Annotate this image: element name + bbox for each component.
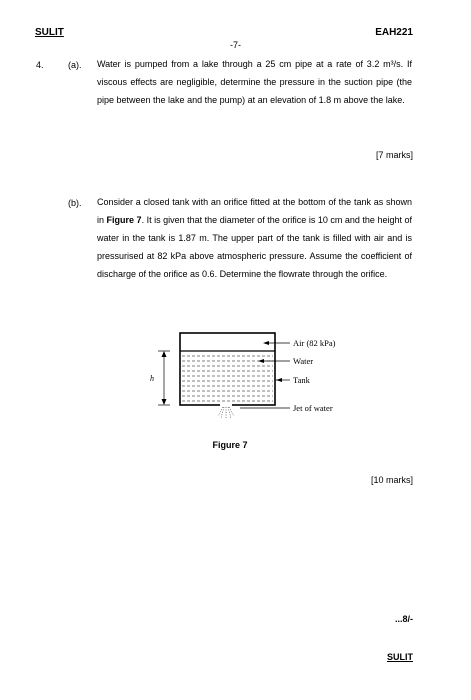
label-air: Air (82 kPa)	[293, 338, 336, 348]
water-jet	[218, 407, 234, 418]
header-course-code: EAH221	[375, 27, 413, 38]
tank-outline	[180, 333, 275, 405]
part-a-marks: [7 marks]	[375, 150, 413, 160]
part-b-label: (b).	[68, 198, 82, 208]
part-b-text	[97, 193, 412, 283]
tank-diagram	[150, 328, 380, 428]
figure-7	[150, 328, 380, 433]
figure-caption: Figure 7	[212, 440, 248, 450]
label-jet: Jet of water	[293, 403, 333, 413]
figure-reference: Figure 7	[106, 215, 142, 225]
continue-marker: ...8/-	[394, 614, 413, 624]
footer-sulit: SULIT	[387, 652, 413, 662]
height-label: h	[150, 374, 154, 383]
page-number: -7-	[230, 40, 241, 50]
part-a-label: (a).	[68, 60, 82, 70]
question-number: 4.	[36, 60, 44, 70]
label-water: Water	[293, 356, 314, 366]
part-a-text: Water is pumped from a lake through a 25 cm pipe at a rate of 3.2 m³/s. If viscous effects are negligible, determine the pressure in the suction pipe (the pipe between the lake and the pump) at an elevation of 1.8 m above the lake.	[97, 59, 412, 105]
water-fill	[182, 356, 273, 401]
orifice	[220, 404, 232, 407]
part-b-text-2: . It is given that the diameter of the orifice is 10 cm and the height of water in the tank is 1.87 m. The upper part of the tank is filled with air and is pressurised at 82 kPa above atmospheric pressure. Assume the coefficient of discharge of the orifice as 0.6. Determine the flowrate through the orifice.	[97, 215, 412, 279]
part-b-marks: [10 marks]	[370, 475, 413, 485]
label-tank: Tank	[293, 375, 310, 385]
header-sulit: SULIT	[35, 27, 64, 38]
part-b-text-1: Consider a closed tank with an orifice fitted at the bottom of the tank as shown in	[97, 197, 412, 225]
